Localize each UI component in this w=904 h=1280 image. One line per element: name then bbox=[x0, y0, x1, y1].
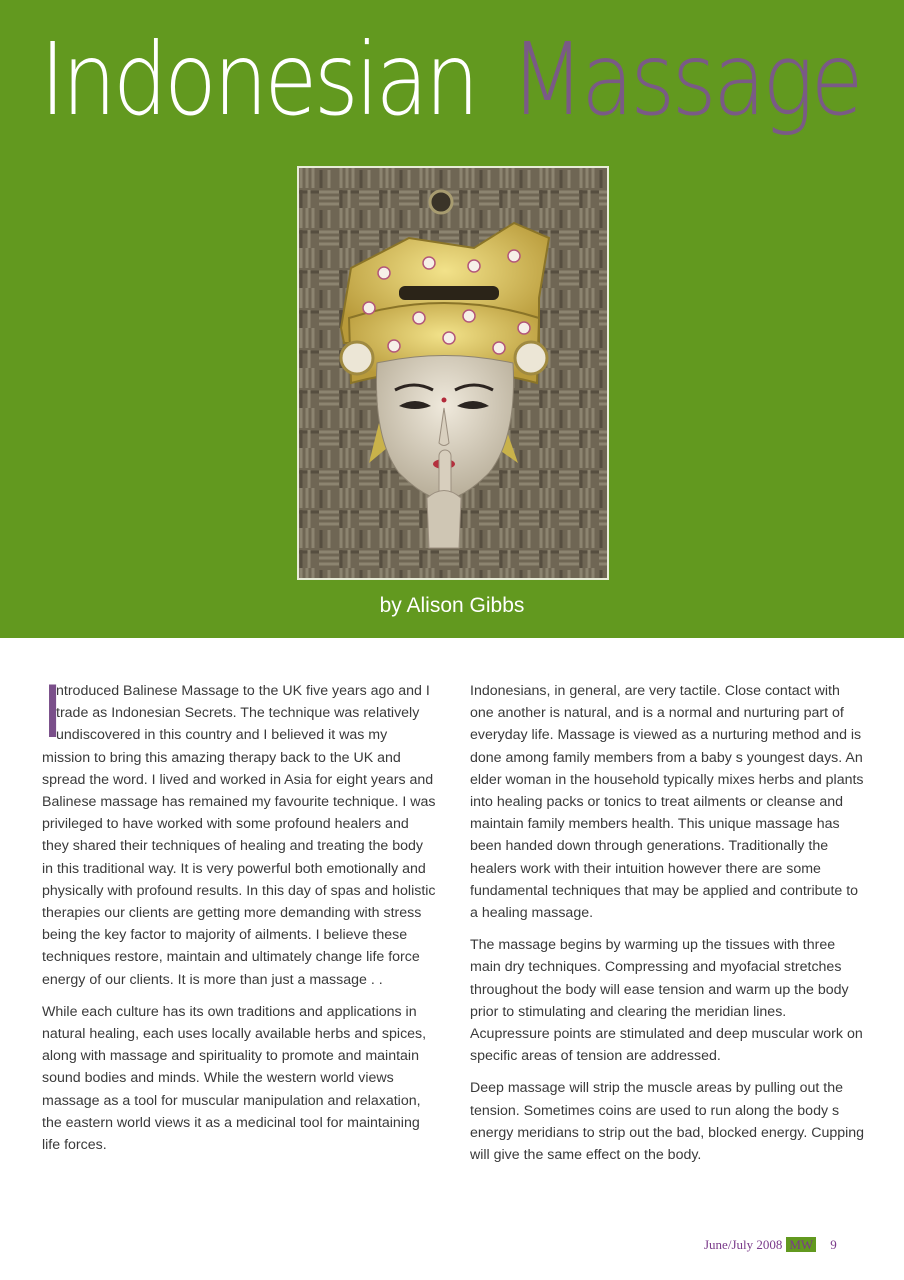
paragraph: I ntroduced Balinese Massage to the UK five years ago and I trade as Indonesian Secrets. The technique was relatively undiscovered in this country and I believed it was my mission to bring this amazing therapy back to the UK and spread the word. I lived and worked in Asia for eight years and Balinese massage has remained my favourite technique. I was privileged to have worked with some profound healers and they shared their techniques of healing and treating the body in this traditional way. It is very powerful both emotionally and physically with profound results. In this day of spas and holistic therapies our clients are getting more demanding with stress being the key factor to majority of ailments. I believe these techniques restore, maintain and ultimately change life force energy of our clients. It is more than just a massage . . bbox=[42, 669, 436, 988]
byline: by Alison Gibbs bbox=[379, 594, 525, 617]
mask-photo bbox=[297, 166, 609, 580]
page-footer bbox=[704, 1237, 837, 1253]
issue-date: June/July 2008 bbox=[704, 1237, 783, 1252]
page-number: 9 bbox=[830, 1237, 837, 1252]
paragraph: Indonesians, in general, are very tactile. Close contact with one another is natural, and is a normal and nurturing part of everyday life. Massage is viewed as a nurturing method and is done among family members from a baby s youngest days. An elder woman in the household typically mixes herbs and plants into healing packs or tonics to treat ailments or cleanse and maintain family members health. This unique massage has been handed down through generations. Traditionally the healers work with their intuition however there are some fundamental techniques that may be applied and contribute to a healing massage. bbox=[470, 683, 864, 922]
drop-cap: I bbox=[42, 669, 64, 754]
title-word-indonesian: Indonesian bbox=[40, 21, 477, 138]
article-left-column bbox=[42, 669, 436, 1166]
article-right-column bbox=[470, 680, 865, 1176]
paragraph: Deep massage will strip the muscle areas by pulling out the tension. Sometimes coins are used to run along the body s energy meridians to strip out the bad, blocked energy. Cupping will give the same effect on the body. bbox=[470, 1080, 865, 1164]
brand-badge: MW bbox=[786, 1237, 816, 1252]
paragraph: While each culture has its own traditions and applications in natural healing, each uses locally available herbs and spices, along with massage and spirituality to promote and maintain sound bodies and minds. While the western world views massage as a tool for muscular manipulation and relaxation, the eastern world views it as a medicinal tool for maintaining life forces. bbox=[42, 1003, 427, 1154]
title-word-massage: Massage bbox=[510, 21, 861, 138]
header-banner bbox=[0, 0, 904, 638]
page-title bbox=[40, 22, 860, 137]
paragraph: The massage begins by warming up the tissues with three main dry techniques. Compressing and myofacial stretches throughout the body will ease tension and warm up the body prior to stimulating and clearing the meridian lines. Acupressure points are stimulated and deep muscular work on specific areas of tension are addressed. bbox=[470, 937, 863, 1065]
